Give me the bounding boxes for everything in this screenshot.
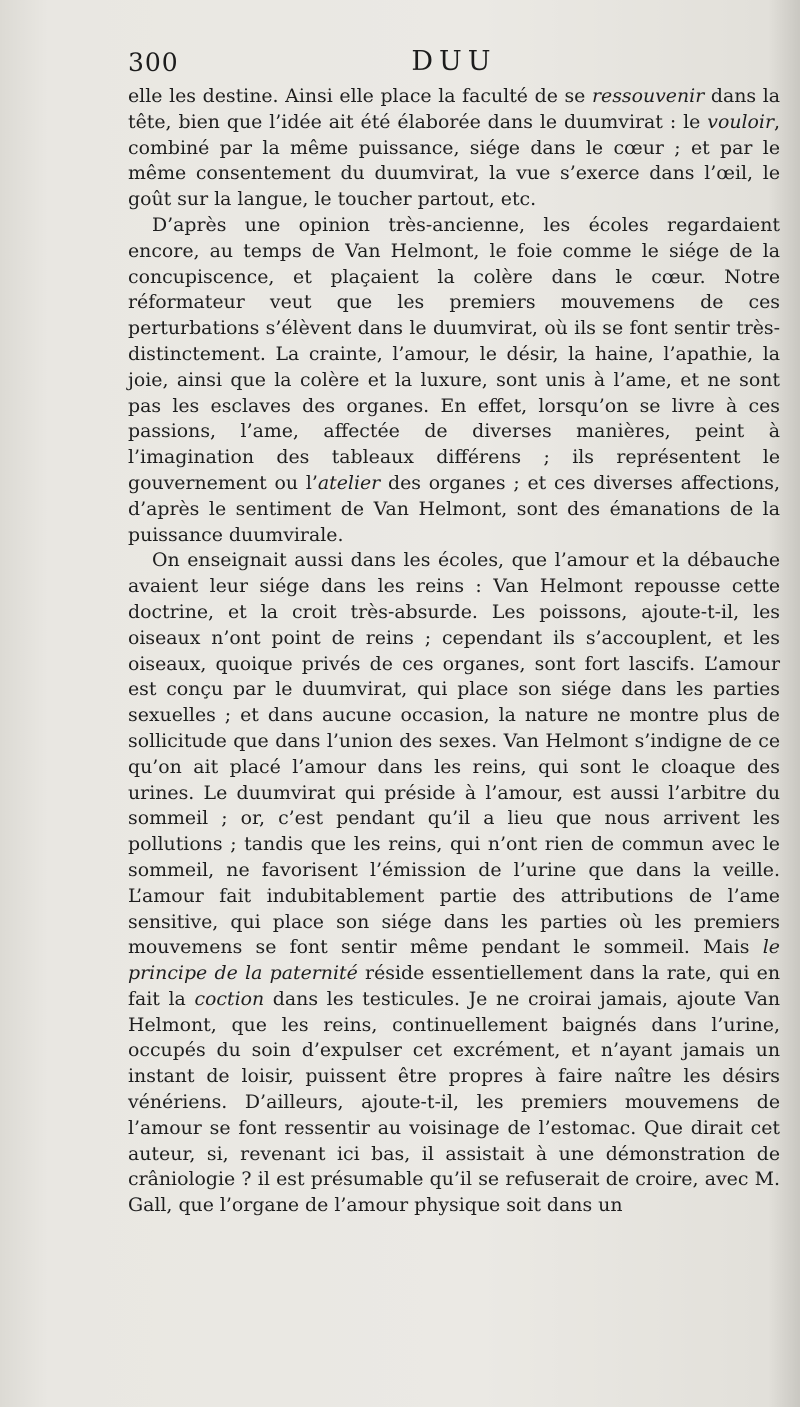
body-text [128, 84, 780, 1219]
italic-text: coction [194, 987, 265, 1010]
paragraph [128, 213, 780, 548]
text-run: dans les testicules. Je ne croirai jamais, ajoute Van Helmont, que les reins, continuellement baignés dans l’urine, occupés du soin d’expulser cet excrément, et n’ayant jamais un instant de loisir, puissent être propres à faire naître les désirs vénériens. D’ailleurs, ajoute-t-il, les premiers mouvemens de l’amour se font ressentir au voisinage de l’estomac. Que dirait cet auteur, si, revenant ici bas, il assistait à une démonstration de crâniologie ? il est présumable qu’il se refuserait de croire, avec M. Gall, que l’organe de l’amour physique soit dans un [128, 987, 780, 1217]
text-run: On enseignait aussi dans les écoles, que l’amour et la débauche avaient leur siége dans les reins : Van Helmont repousse cette doctrine, et la croit très-absurde. Les poissons, ajoute-t-il, les oiseaux n’ont point de reins ; cependant ils s’accouplent, et les oiseaux, quoique privés de ces organes, sont fort lascifs. L’amour est conçu par le duumvirat, qui place son siége dans les parties sexuelles ; et dans aucune occasion, la nature ne montre plus de sollicitude que dans l’union des sexes. Van Helmont s’indigne de ce qu’on ait placé l’amour dans les reins, qui sont le cloaque des urines. Le duumvirat qui préside à l’amour, est aussi l’arbitre du sommeil ; or, c’est pendant qu’il a lieu que nous arrivent les pollutions ; tandis que les reins, qui n’ont rien de commun avec le sommeil, ne favorisent l’émission de l’urine que dans la veille. L’amour fait indubitablement partie des attributions de l’ame sensitive, qui place son siége dans les parties où les premiers mouvemens se font sentir même pendant le sommeil. Mais [128, 549, 780, 959]
paragraph [128, 84, 780, 213]
paragraph [128, 548, 780, 1219]
text-run: des organes ; et ces diverses affections, d’après le sentiment de Van Helmont, sont des émanations de la puissance duumvirale. [128, 471, 780, 546]
text-run: D’après une opinion très-ancienne, les écoles regardaient encore, au temps de Van Helmont, le foie comme le siége de la concupiscence, et plaçaient la colère dans le cœur. Notre réformateur veut que les premiers mouvemens de ces perturbations s’élèvent dans le duumvirat, où ils se font sentir très-distinctement. La crainte, l’amour, le désir, la haine, l’apathie, la joie, ainsi que la colère et la luxure, sont unis à l’ame, et ne sont pas les esclaves des organes. En effet, lorsqu’on se livre à ces passions, l’ame, affectée de diverses manières, peint à l’imagination des tableaux différens ; ils représentent le gouvernement ou l’ [128, 213, 780, 494]
text-run: , combiné par la même puissance, siége dans le cœur ; et par le même consentement du duumvirat, la vue s’exerce dans l’œil, le goût sur la langue, le toucher partout, etc. [128, 110, 780, 211]
page-number: 300 [128, 48, 179, 77]
italic-text: le principe de la paternité [128, 936, 780, 985]
running-head: DUU [411, 46, 497, 77]
text-run: elle les destine. Ainsi elle place la faculté de se [128, 85, 592, 107]
italic-text: vouloir [707, 110, 774, 133]
italic-text: ressouvenir [592, 85, 705, 107]
italic-text: atelier [317, 471, 381, 494]
text-run: dans la tête, bien que l’idée ait été élaborée dans le duumvirat : le [128, 85, 781, 133]
page-header [128, 46, 780, 86]
text-run: réside essentiellement dans la rate, qui en fait la [128, 962, 780, 1010]
